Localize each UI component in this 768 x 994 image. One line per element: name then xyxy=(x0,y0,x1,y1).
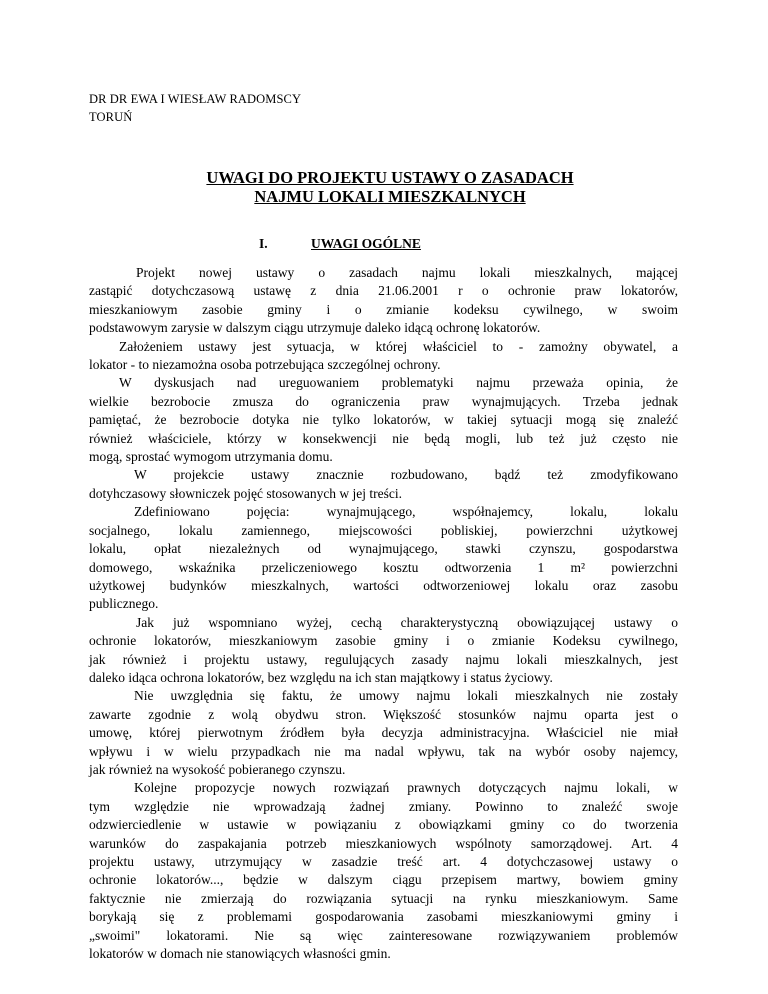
paragraph-line: Projekt nowej ustawy o zasadach najmu lokali mieszkalnych, mającej xyxy=(136,265,678,280)
paragraph-line: lokatorów w domach nie stanowiących własności gmin. xyxy=(89,946,391,962)
paragraph-line: warunków do zaspakajania potrzeb mieszkaniowych wspólnoty samorządowej. Art. 4 xyxy=(89,835,678,851)
author-names: DR DR EWA I WIESŁAW RADOMSCY xyxy=(89,92,302,106)
paragraph-line: daleko idąca ochrona lokatorów, bez względu na ich stan majątkowy i status życiowy. xyxy=(89,669,553,685)
paragraph xyxy=(89,779,678,963)
paragraph-line: odzwierciedlenie w ustawie w powiązaniu z obowiązkami gminy co do tworzenia xyxy=(89,817,678,833)
document-title-line-1: UWAGI DO PROJEKTU USTAWY O ZASADACH xyxy=(206,168,574,187)
paragraph-line: domowego, wskaźnika przeliczeniowego kosztu odtworzenia 1 m² powierzchni xyxy=(89,559,678,575)
section-heading xyxy=(259,236,421,252)
paragraph-line: W dyskusjach nad ureguowaniem problematyki najmu przeważa opinia, że xyxy=(119,375,678,391)
body-text xyxy=(89,264,678,963)
paragraph-line: podstawowym zarysie w dalszym ciągu utrzymuje daleko idącą ochronę lokatorów. xyxy=(89,320,541,336)
paragraph-line: umowę, której pierwotnym źródłem była decyzja administracyjna. Właściciel nie miał xyxy=(89,725,678,741)
paragraph xyxy=(89,264,678,338)
paragraph-line: również właściciele, którzy w konsekwencji nie będą mogli, lub też już często nie xyxy=(89,430,678,446)
paragraph-line: socjalnego, lokalu zamiennego, miejscowości pobliskiej, powierzchni użytkowej xyxy=(89,522,678,538)
author-city: TORUŃ xyxy=(89,110,133,124)
document-title-line-2: NAJMU LOKALI MIESZKALNYCH xyxy=(254,187,526,206)
paragraph-line: tym względzie nie wprowadzają żadnej zmiany. Powinno to znaleźć swoje xyxy=(89,798,678,814)
paragraph-line: faktycznie nie zmierzają do rozwiązania sytuacji na rynku mieszkaniowym. Same xyxy=(89,890,678,906)
paragraph-line: jak również na wysokość pobieranego czynszu. xyxy=(89,761,346,777)
paragraph-line: użytkowej budynków mieszkalnych, wartości odtworzeniowej lokalu oraz zasobu xyxy=(89,577,678,593)
paragraph-line: mieszkaniowym zasobie gminy i o zmianie kodeksu cywilnego, w swoim xyxy=(89,301,678,317)
paragraph-line: projektu ustawy, utrzymujący w zasadzie treść art. 4 dotychczasowej ustawy o xyxy=(89,854,678,869)
paragraph-line: Kolejne propozycje nowych rozwiązań prawnych dotyczących najmu lokali, w xyxy=(134,780,678,796)
author-block xyxy=(89,90,301,126)
paragraph-line: mogą, sprostać wymogom utrzymania domu. xyxy=(89,449,333,465)
paragraph-line: „swoimi" lokatorami. Nie są więc zainteresowane rozwiązywaniem problemów xyxy=(89,927,678,943)
paragraph-line: ochronie lokatorów, mieszkaniowym zasobie gminy i o zmianie Kodeksu cywilnego, xyxy=(89,633,678,649)
paragraph-line: jak również i projektu ustawy, regulujących zasady najmu lokali mieszkalnych, jest xyxy=(89,651,678,667)
section-number: I. xyxy=(259,236,268,251)
paragraph-line: ochronie lokatorów..., będzie w dalszym ciągu przepisem martwy, bowiem gminy xyxy=(89,872,678,888)
paragraph-line: wpływu i w wielu przypadkach nie ma nadal wpływu, tak na wybór osoby najemcy, xyxy=(89,743,678,759)
paragraph-line: lokalu, opłat niezależnych od wynajmującego, stawki czynszu, gospodarstwa xyxy=(89,541,678,557)
document-title xyxy=(160,168,620,206)
paragraph xyxy=(89,614,678,688)
paragraph-line: Założeniem ustawy jest sytuacja, w której właściciel to - zamożny obywatel, a xyxy=(119,338,678,354)
paragraph-line: dotyhczasowy słowniczek pojęć stosowanych w jej treści. xyxy=(89,485,403,501)
paragraph xyxy=(89,374,678,466)
paragraph-line: lokator - to niezamożna osoba potrzebująca szczególnej ochrony. xyxy=(89,357,441,373)
paragraph xyxy=(89,687,678,779)
paragraph-line: W projekcie ustawy znacznie rozbudowano, bądź też zmodyfikowano xyxy=(134,467,678,483)
paragraph xyxy=(89,503,678,613)
paragraph xyxy=(89,338,678,375)
paragraph-line: borykają się z problemami gospodarowania zasobami mieszkaniowymi gminy i xyxy=(89,909,678,925)
paragraph-line: zawarte zgodnie z wolą obydwu stron. Większość stosunków najmu oparta jest o xyxy=(89,706,678,722)
paragraph-line: pamiętać, że bezrobocie dotyka nie tylko lokatorów, w takiej sytuacji mogą się znaleźć xyxy=(89,412,678,428)
paragraph-line: wielkie bezrobocie zmusza do ograniczenia praw wynajmujących. Trzeba jednak xyxy=(89,393,678,409)
paragraph-line: publicznego. xyxy=(89,596,159,612)
paragraph xyxy=(89,466,678,503)
paragraph-line: Jak już wspomniano wyżej, cechą charakterystyczną obowiązującej ustawy o xyxy=(136,614,678,630)
paragraph-line: Nie uwzględnia się faktu, że umowy najmu lokali mieszkalnych nie zostały xyxy=(134,688,678,704)
paragraph-line: Zdefiniowano pojęcia: wynajmującego, współnajemcy, lokalu, lokalu xyxy=(134,504,678,520)
paragraph-line: zastąpić dotychczasową ustawę z dnia 21.06.2001 r o ochronie praw lokatorów, xyxy=(89,283,678,299)
section-title: UWAGI OGÓLNE xyxy=(311,236,421,251)
